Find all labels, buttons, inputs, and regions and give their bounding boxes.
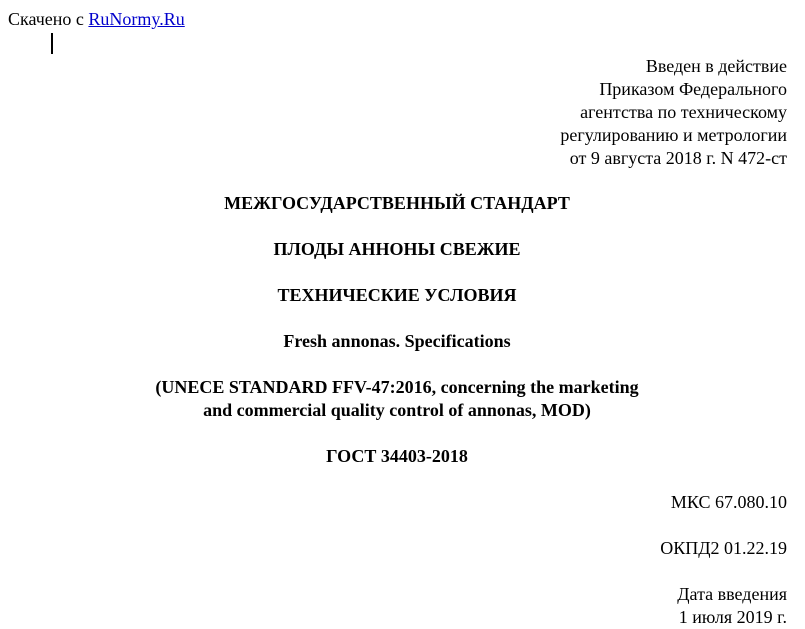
source-line (8, 8, 185, 30)
text-cursor (51, 33, 53, 54)
standard-kind: МЕЖГОСУДАРСТВЕННЫЙ СТАНДАРТ (224, 193, 570, 213)
enactment-line: агентства по техническому (580, 102, 787, 122)
standard-code: ГОСТ 34403-2018 (326, 446, 468, 466)
enactment-line: Приказом Федерального (599, 79, 787, 99)
standard-subtitle: ТЕХНИЧЕСКИЕ УСЛОВИЯ (277, 285, 517, 305)
enactment-line: Введен в действие (645, 56, 787, 76)
enactment-line: регулированию и метрологии (560, 125, 787, 145)
intro-date-label: Дата введения (677, 584, 787, 604)
enactment-line: от 9 августа 2018 г. N 472-ст (569, 148, 787, 168)
intro-date-value: 1 июля 2019 г. (678, 607, 787, 627)
english-title: Fresh annonas. Specifications (283, 331, 511, 351)
standard-name: ПЛОДЫ АННОНЫ СВЕЖИЕ (273, 239, 521, 259)
mks-code: МКС 67.080.10 (670, 492, 787, 512)
unece-reference-line-1: (UNECE STANDARD FFV-47:2016, concerning the marketing (155, 377, 639, 397)
enactment-note (560, 55, 787, 170)
source-link[interactable]: RuNormy.Ru (88, 9, 185, 29)
okpd-code: ОКПД2 01.22.19 (660, 538, 787, 558)
unece-reference-line-2: and commercial quality control of annonas, MOD) (203, 400, 591, 420)
source-prefix: Скачено с (8, 9, 89, 29)
